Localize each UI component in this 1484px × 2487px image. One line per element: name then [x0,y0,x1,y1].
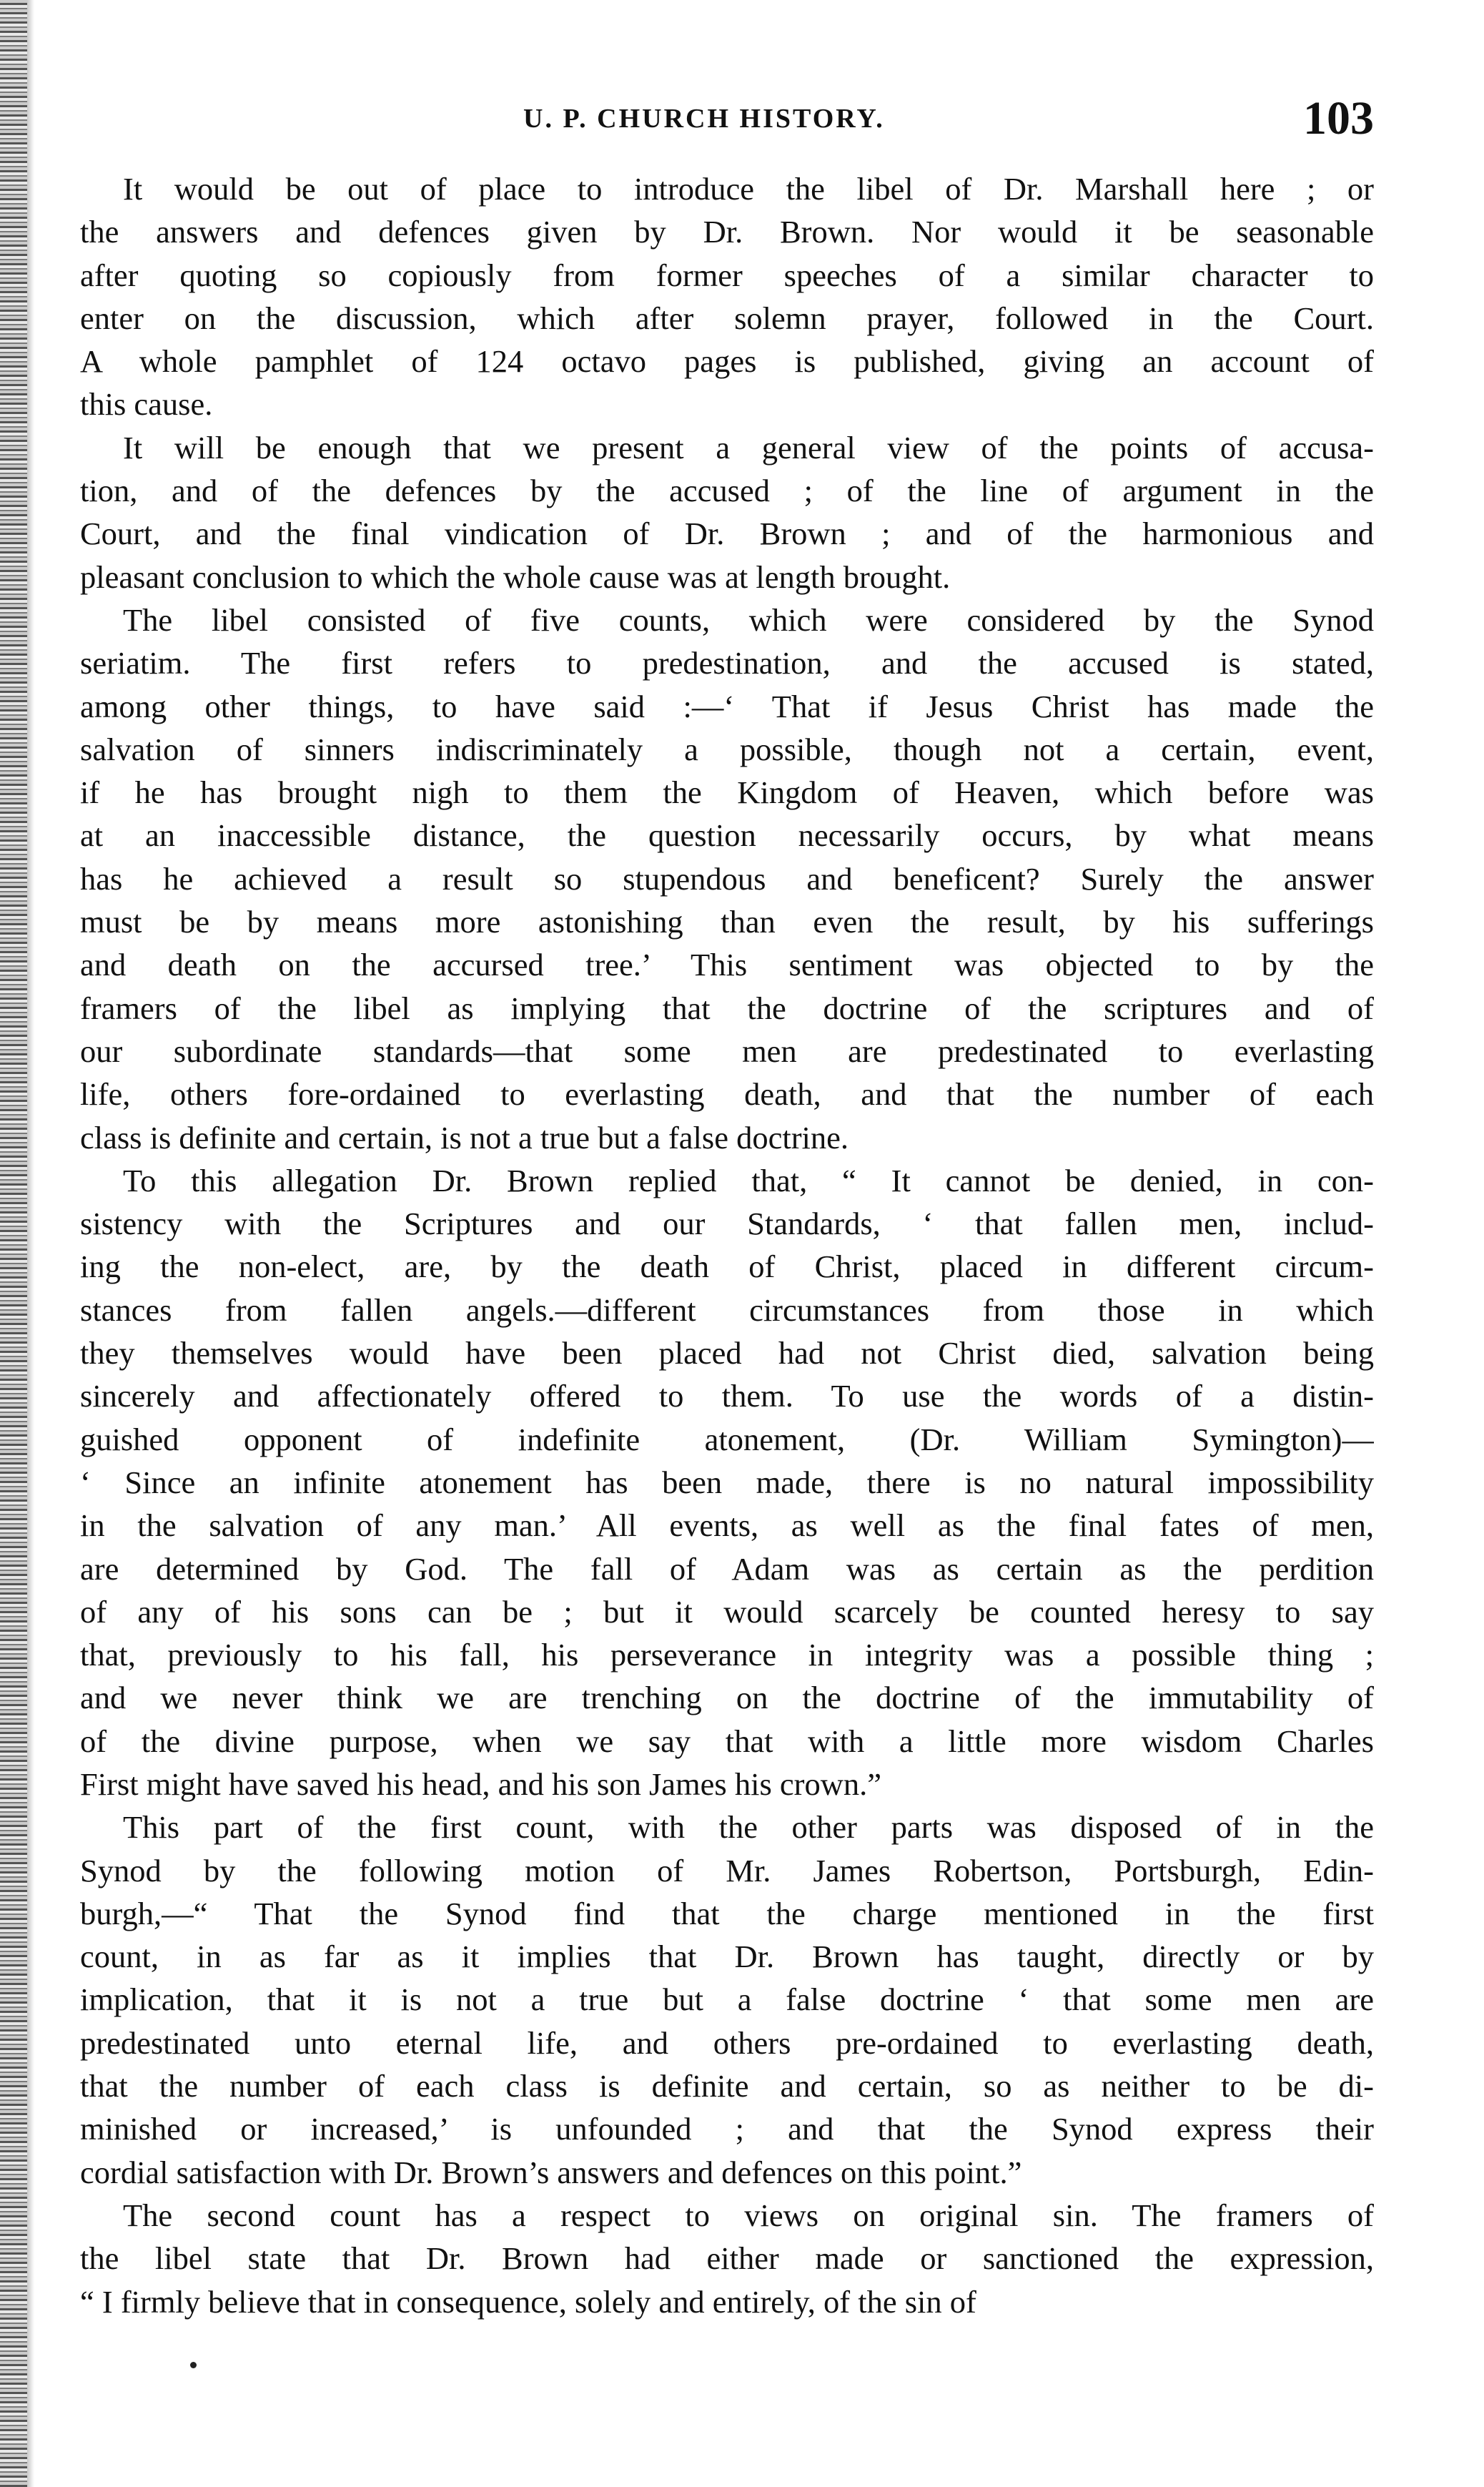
text-line: ing the non-elect, are, by the death of Christ, placed in different circum- [80,1249,1374,1285]
text-line: Court, and the final vindication of Dr. Brown ; and of the harmonious and [80,516,1374,552]
running-title: U. P. CHURCH HISTORY. [523,104,885,134]
text-line: are determined by God. The fall of Adam was as certain as the perdition [80,1550,1374,1587]
running-head [80,92,1374,156]
paragraph [80,1806,1374,2194]
text-line: salvation of sinners indiscriminately a possible, though not a certain, event, [80,731,1374,767]
text-line: framers of the libel as implying that the doctrine of the scriptures and of [80,990,1374,1026]
text-line: count, in as far as it implies that Dr. Brown has taught, directly or by [80,1939,1374,1975]
text-line: of any of his sons can be ; but it would scarcely be counted heresy to say [80,1593,1374,1630]
text-line: this cause. [80,386,213,423]
text-line: It would be out of place to introduce the libel of Dr. Marshall here ; or [123,171,1374,207]
book-page [80,92,1374,2323]
text-line: must be by means more astonishing than even the result, by his sufferings [80,904,1374,940]
text-line: First might have saved his head, and his son James his crown.” [80,1765,881,1802]
text-line: seriatim. The first refers to predestination, and the accused is stated, [80,645,1374,681]
text-line: the answers and defences given by Dr. Brown. Nor would it be seasonable [80,214,1374,250]
text-line: Synod by the following motion of Mr. James Robertson, Portsburgh, Edin- [80,1852,1374,1888]
text-line: To this allegation Dr. Brown replied that, “ It cannot be denied, in con- [123,1162,1374,1198]
text-line: they themselves would have been placed had not Christ died, salvation being [80,1335,1374,1371]
text-line: It will be enough that we present a general view of the points of accusa- [123,429,1374,466]
stray-ink-mark [190,2362,197,2368]
text-line: has he achieved a result so stupendous and beneficent? Surely the answer [80,860,1374,897]
text-line: sincerely and affectionately offered to them. To use the words of a distin- [80,1378,1374,1414]
text-line: This part of the first count, with the other parts was disposed of in the [123,1809,1374,1846]
text-line: among other things, to have said :—‘ That if Jesus Christ has made the [80,688,1374,724]
paragraph [80,426,1374,599]
text-line: minished or increased,’ is unfounded ; and that the Synod express their [80,2111,1374,2147]
paragraph [80,167,1374,426]
text-line: class is definite and certain, is not a true but a false doctrine. [80,1119,849,1156]
text-line: our subordinate standards—that some men are predestinated to everlasting [80,1033,1374,1069]
text-line: predestinated unto eternal life, and others pre-ordained to everlasting death, [80,2024,1374,2061]
body-text [80,167,1374,2323]
text-line: The libel consisted of five counts, which were considered by the Synod [123,601,1374,638]
text-line: that the number of each class is definite and certain, so as neither to be di- [80,2068,1374,2104]
text-line: burgh,—“ That the Synod find that the charge mentioned in the first [80,1895,1374,1931]
text-line: the libel state that Dr. Brown had either made or sanctioned the expression, [80,2240,1374,2277]
text-line: cordial satisfaction with Dr. Brown’s answers and defences on this point.” [80,2154,1022,2190]
paragraph [80,599,1374,1159]
text-line: pleasant conclusion to which the whole cause was at length brought. [80,558,951,595]
text-line: in the salvation of any man.’ All events, as well as the final fates of men, [80,1507,1374,1544]
text-line: and death on the accursed tree.’ This sentiment was objected to by the [80,947,1374,983]
text-line: enter on the discussion, which after solemn prayer, followed in the Court. [80,300,1374,336]
text-line: of the divine purpose, when we say that with a little more wisdom Charles [80,1723,1374,1759]
text-line: “ I firmly believe that in consequence, solely and entirely, of the sin of [80,2283,976,2320]
text-line: stances from fallen angels.—different circumstances from those in which [80,1291,1374,1328]
text-line: ‘ Since an infinite atonement has been made, there is no natural impossibility [80,1464,1374,1500]
text-line: life, others fore-ordained to everlasting death, and that the number of each [80,1076,1374,1113]
text-line: after quoting so copiously from former speeches of a similar character to [80,257,1374,293]
text-line: The second count has a respect to views on original sin. The framers of [123,2197,1374,2233]
text-line: A whole pamphlet of 124 octavo pages is published, giving an account of [80,343,1374,380]
text-line: and we never think we are trenching on the doctrine of the immutability of [80,1680,1374,1716]
paragraph [80,1159,1374,1806]
text-line: at an inaccessible distance, the question necessarily occurs, by what means [80,817,1374,854]
text-line: tion, and of the defences by the accused ; of the line of argument in the [80,473,1374,509]
page-binding-edge [0,0,27,2487]
text-line: implication, that it is not a true but a false doctrine ‘ that some men are [80,1981,1374,2018]
text-line: if he has brought nigh to them the Kingdom of Heaven, which before was [80,774,1374,811]
text-line: sistency with the Scriptures and our Standards, ‘ that fallen men, includ- [80,1206,1374,1242]
text-line: guished opponent of indefinite atonement, (Dr. William Symington)— [80,1421,1374,1457]
paragraph [80,2194,1374,2323]
page-number: 103 [1303,92,1374,144]
text-line: that, previously to his fall, his perseverance in integrity was a possible thing ; [80,1637,1374,1673]
